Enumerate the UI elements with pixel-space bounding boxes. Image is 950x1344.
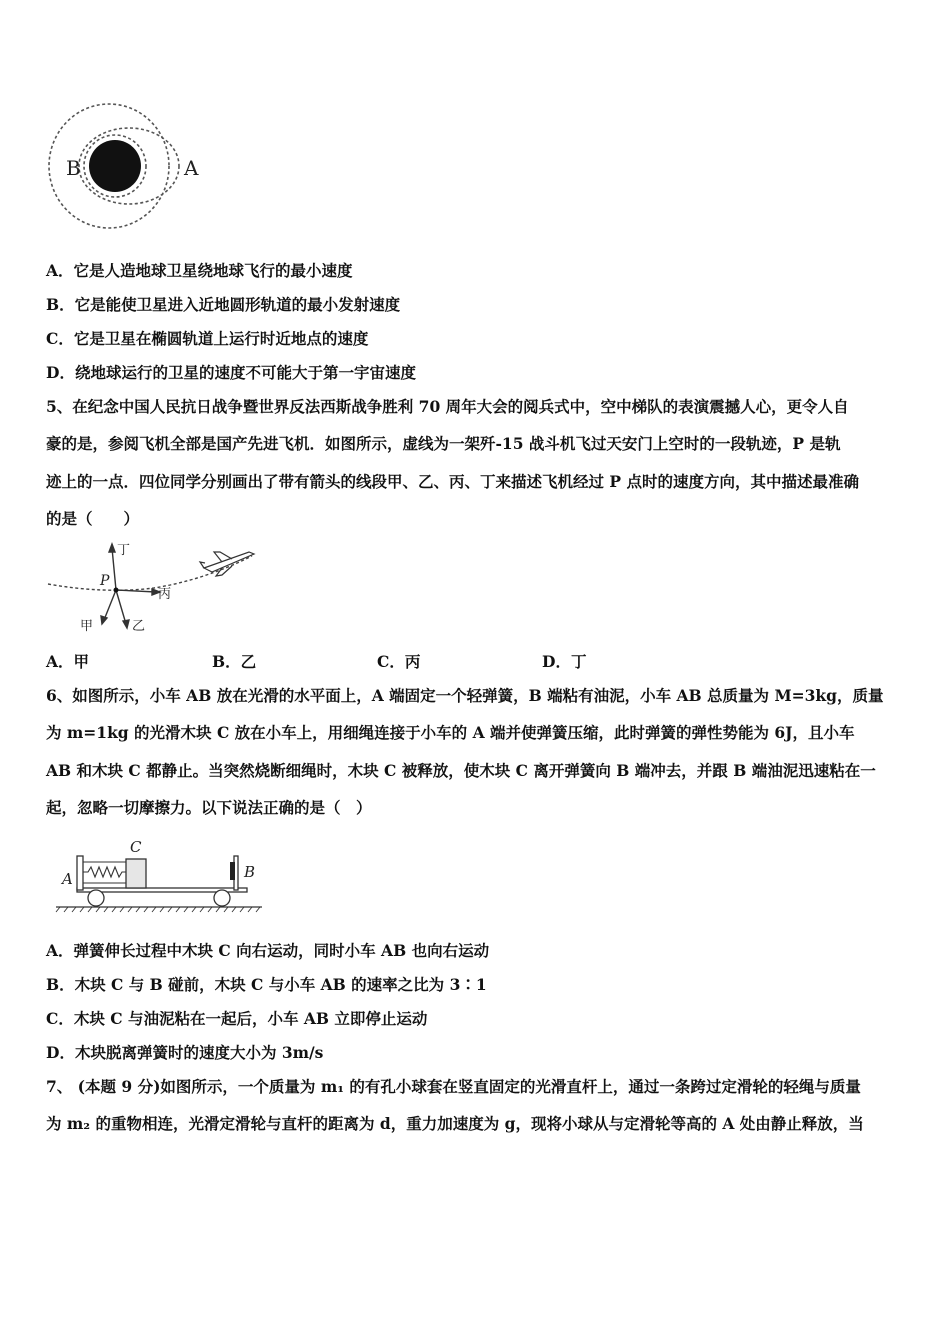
- orbit-figure: [44, 96, 214, 236]
- wheel-left: [88, 890, 104, 906]
- q5-line-1: 5、在纪念中国人民抗日战争暨世界反法西斯战争胜利 70 周年大会的阅兵式中，空中梯队的表演震撼人心，更令人自: [46, 397, 849, 416]
- jet-icon: [200, 552, 254, 576]
- cart-end-a: [77, 856, 83, 890]
- q4-option-d: D．绕地球运行的卫星的速度不可能大于第一宇宙速度: [46, 363, 416, 382]
- spring: [83, 867, 126, 877]
- q5-line-3: 迹上的一点．四位同学分别画出了带有箭头的线段甲、乙、丙、丁来描述飞机经过 P 点时的速度方向，其中描述最准确: [46, 472, 859, 491]
- arrow-bing: [116, 590, 156, 592]
- arrow-jia: [104, 590, 116, 620]
- arrow-yi: [116, 590, 126, 624]
- label-b: B: [66, 156, 81, 180]
- wheel-right: [214, 890, 230, 906]
- q5-option-d: D．丁: [542, 652, 587, 671]
- q6-line-2: 为 m=1kg 的光滑木块 C 放在小车上，用细绳连接于小车的 A 端并使弹簧压缩，此时弹簧的弹性势能为 6J，且小车: [46, 723, 855, 742]
- q6-line-4: 起，忽略一切摩擦力。以下说法正确的是（ ）: [46, 798, 372, 817]
- label-b-cart: B: [244, 863, 256, 881]
- q5-option-a: A．甲: [46, 652, 90, 671]
- label-a-cart: A: [62, 870, 73, 888]
- q6-option-b: B．木块 C 与 B 碰前，木块 C 与小车 AB 的速率之比为 3∶1: [46, 975, 487, 994]
- trajectory-figure: [44, 538, 264, 638]
- q6-option-a: A．弹簧伸长过程中木块 C 向右运动，同时小车 AB 也向右运动: [46, 941, 490, 960]
- point-p: [114, 588, 119, 593]
- label-yi: 乙: [132, 619, 146, 634]
- q7-line-1: 7、 (本题 9 分)如图所示，一个质量为 m₁ 的有孔小球套在竖直固定的光滑直杆上，通过一条跨过定滑轮的轻绳与质量: [46, 1077, 861, 1096]
- q6-line-1: 6、如图所示，小车 AB 放在光滑的水平面上，A 端固定一个轻弹簧，B 端粘有油泥，小车 AB 总质量为 M=3kg，质量: [46, 686, 884, 705]
- label-ding: 丁: [117, 543, 131, 558]
- q5-line-2: 豪的是，参阅飞机全部是国产先进飞机．如图所示，虚线为一架歼-15 战斗机飞过天安门上空时的一段轨迹，P 是轨: [46, 434, 841, 453]
- q5-option-c: C．丙: [377, 652, 421, 671]
- arrow-ding: [112, 548, 116, 590]
- q5-line-4: 的是（ ）: [46, 509, 140, 528]
- block-c: [126, 859, 146, 888]
- label-a: A: [184, 156, 199, 180]
- mud: [230, 862, 235, 880]
- q4-option-a: A．它是人造地球卫星绕地球飞行的最小速度: [46, 261, 353, 280]
- label-bing: 丙: [158, 587, 172, 602]
- q5-option-b: B．乙: [212, 652, 257, 671]
- cart-figure: [52, 836, 267, 914]
- q6-option-d: D．木块脱离弹簧时的速度大小为 3m/s: [46, 1043, 324, 1062]
- q6-line-3: AB 和木块 C 都静止。当突然烧断细绳时，木块 C 被释放，使木块 C 离开弹簧向 B 端冲去，并跟 B 端油泥迅速粘在一: [46, 761, 876, 780]
- earth: [89, 140, 141, 192]
- label-jia: 甲: [80, 619, 94, 634]
- label-p: P: [100, 573, 110, 589]
- q4-option-c: C．它是卫星在椭圆轨道上运行时近地点的速度: [46, 329, 369, 348]
- q4-option-b: B．它是能使卫星进入近地圆形轨道的最小发射速度: [46, 295, 401, 314]
- q7-line-2: 为 m₂ 的重物相连，光滑定滑轮与直杆的距离为 d，重力加速度为 g，现将小球从与定滑轮等高的 A 处由静止释放，当: [46, 1114, 864, 1133]
- label-c-block: C: [130, 838, 142, 856]
- q6-option-c: C．木块 C 与油泥粘在一起后，小车 AB 立即停止运动: [46, 1009, 428, 1028]
